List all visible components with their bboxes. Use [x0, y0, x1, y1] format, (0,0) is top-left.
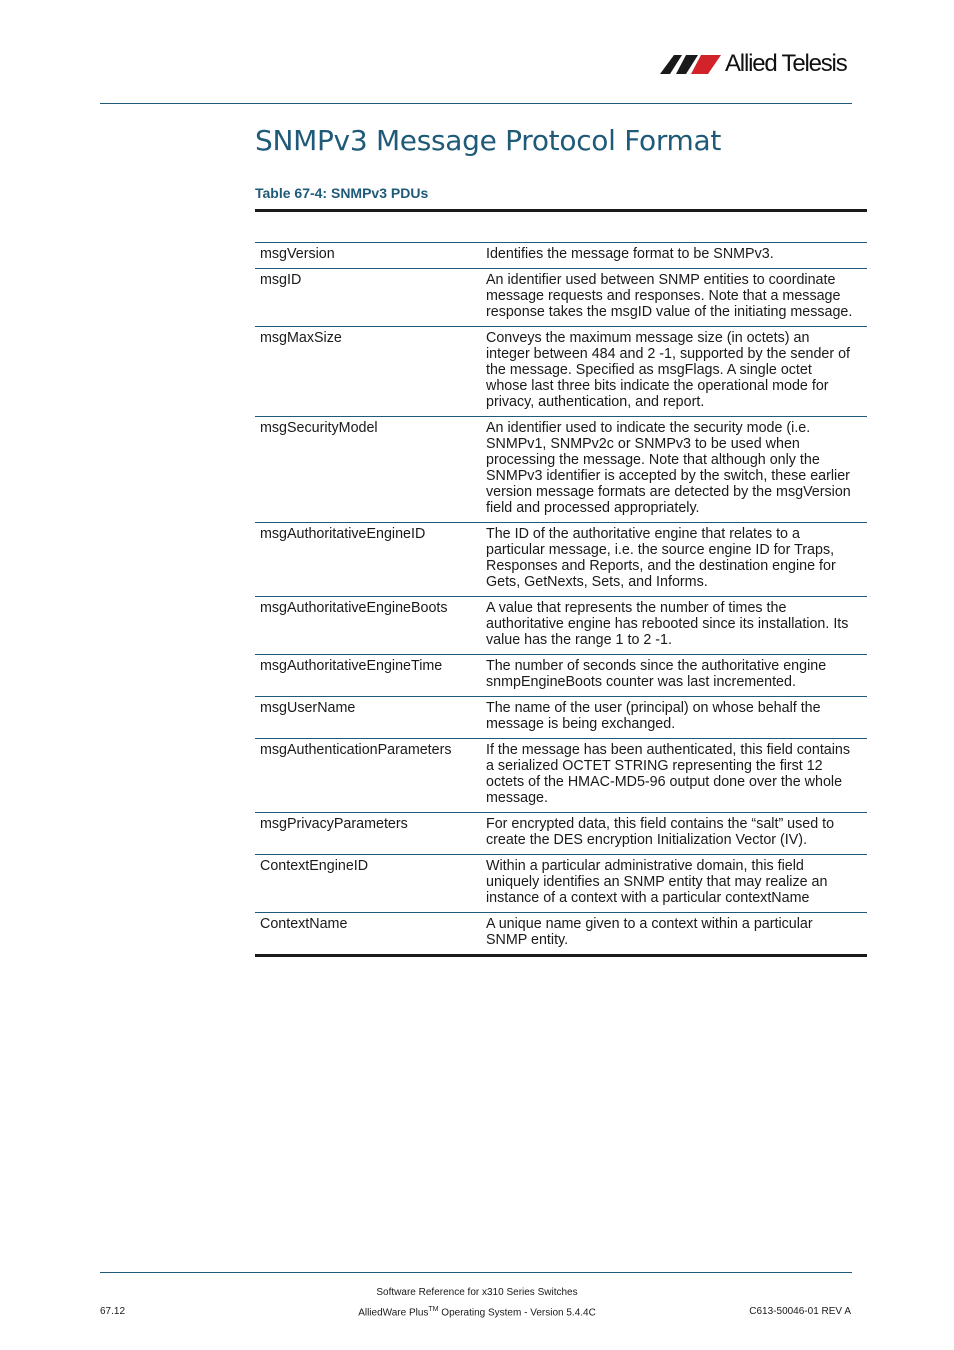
table-row: [255, 655, 867, 697]
field-name: ContextEngineID: [255, 855, 481, 913]
field-name: msgAuthoritativeEngineBoots: [255, 597, 481, 655]
field-name: msgSecurityModel: [255, 417, 481, 523]
field-description: An identifier used between SNMP entities to coordinate message requests and responses. Note that a message response takes the msgID value of the initiating message.: [481, 269, 867, 327]
document-id: C613-50046-01 REV A: [749, 1306, 851, 1317]
field-description: A unique name given to a context within a particular SNMP entity.: [481, 913, 867, 956]
footer-document-title: Software Reference for x310 Series Switches: [376, 1287, 578, 1298]
allied-telesis-logo-mark-icon: [660, 53, 722, 75]
field-description: The name of the user (principal) on whose behalf the message is being exchanged.: [481, 697, 867, 739]
page-title: SNMPv3 Message Protocol Format: [255, 124, 722, 157]
table-top-rule: [255, 209, 867, 212]
field-description: Conveys the maximum message size (in octets) an integer between 484 and 2 -1, supported by the sender of the message. Specified as msgFlags. A single octet whose last three bits indicate the operational mode for privacy, authentication, and report.: [481, 327, 867, 417]
snmpv3-pdus-table: [255, 243, 867, 957]
table-row: [255, 417, 867, 523]
table-row: [255, 913, 867, 956]
footer-version-text: Operating System - Version 5.4.4C: [438, 1307, 596, 1319]
field-name: msgAuthoritativeEngineID: [255, 523, 481, 597]
footer-product-name: AlliedWare Plus: [358, 1307, 429, 1319]
field-description: If the message has been authenticated, this field contains a serialized OCTET STRING representing the first 12 octets of the HMAC-MD5-96 output done over the whole message.: [481, 739, 867, 813]
field-description: The number of seconds since the authoritative engine snmpEngineBoots counter was last incremented.: [481, 655, 867, 697]
field-name: msgPrivacyParameters: [255, 813, 481, 855]
table-row: [255, 813, 867, 855]
table-row: [255, 523, 867, 597]
field-name: msgAuthenticationParameters: [255, 739, 481, 813]
field-description: Within a particular administrative domain, this field uniquely identifies an SNMP entity that may realize an instance of a context with a particular contextName: [481, 855, 867, 913]
table-row: [255, 739, 867, 813]
field-name: msgVersion: [255, 243, 481, 269]
field-description: Identifies the message format to be SNMPv3.: [481, 243, 867, 269]
table-row: [255, 697, 867, 739]
field-name: msgAuthoritativeEngineTime: [255, 655, 481, 697]
field-name: msgUserName: [255, 697, 481, 739]
field-description: An identifier used to indicate the security mode (i.e. SNMPv1, SNMPv2c or SNMPv3 to be used when processing the message. Note that although only the SNMPv3 identifier is accepted by the switch, these earlier version message formats are detected by the msgVersion field and processed appropriately.: [481, 417, 867, 523]
trademark-mark: TM: [428, 1306, 439, 1313]
table-caption: Table 67-4: SNMPv3 PDUs: [255, 185, 429, 201]
allied-telesis-logo: [660, 50, 855, 80]
field-name: msgID: [255, 269, 481, 327]
field-description: For encrypted data, this field contains the “salt” used to create the DES encryption Initialization Vector (IV).: [481, 813, 867, 855]
table-row: [255, 243, 867, 269]
footer-divider: [100, 1272, 852, 1273]
field-description: The ID of the authoritative engine that relates to a particular message, i.e. the source engine ID for Traps, Responses and Reports, and the destination engine for Gets, GetNexts, Sets, and Informs.: [481, 523, 867, 597]
table-row: [255, 327, 867, 417]
table-row: [255, 855, 867, 913]
table-row: [255, 597, 867, 655]
page-number: 67.12: [100, 1306, 126, 1317]
table-row: [255, 269, 867, 327]
header-divider: [100, 103, 852, 104]
field-description: A value that represents the number of times the authoritative engine has rebooted since its installation. Its value has the range 1 to 2 -1.: [481, 597, 867, 655]
field-name: msgMaxSize: [255, 327, 481, 417]
field-name: ContextName: [255, 913, 481, 956]
logo-text: Allied Telesis: [725, 50, 847, 77]
